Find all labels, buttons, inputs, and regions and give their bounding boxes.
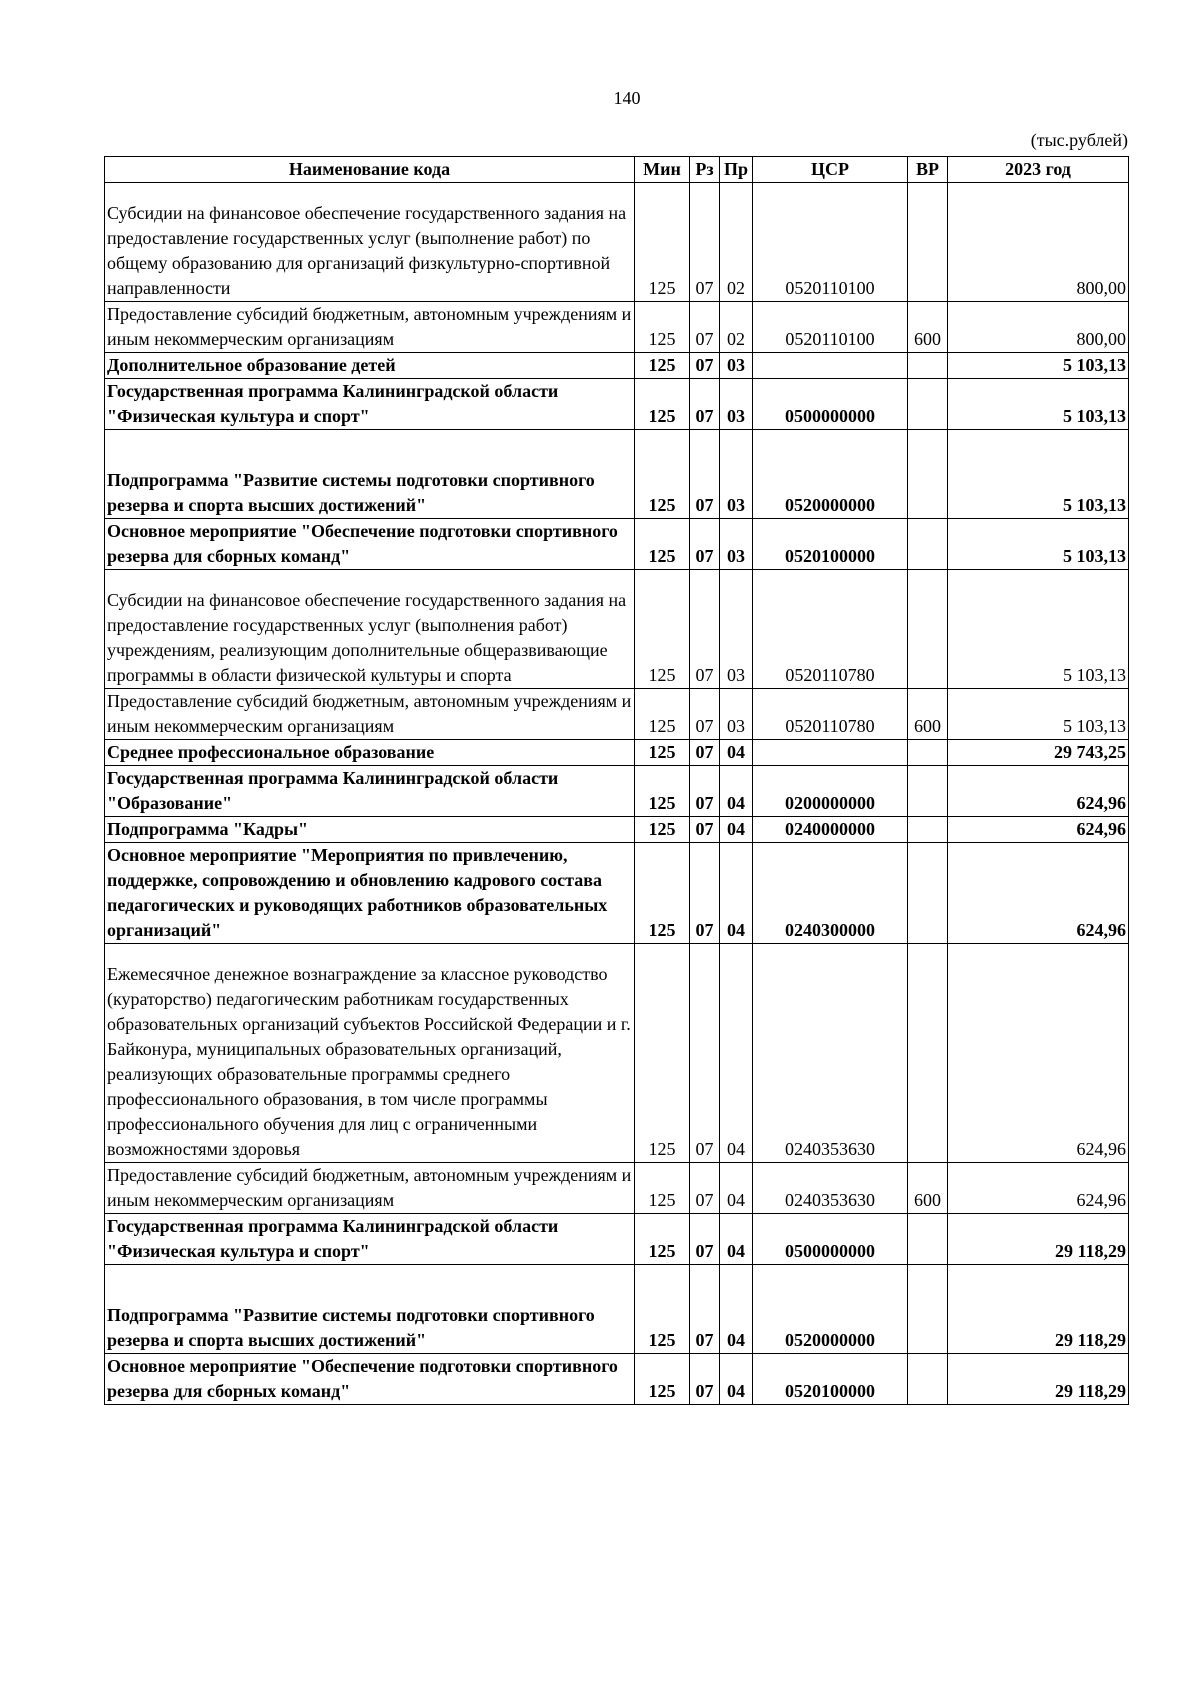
row-vr xyxy=(908,766,948,817)
row-name: Подпрограмма "Кадры" xyxy=(105,817,635,843)
header-rz: Рз xyxy=(690,157,720,183)
row-vr xyxy=(908,183,948,302)
row-min: 125 xyxy=(635,379,690,430)
row-amount: 624,96 xyxy=(948,766,1129,817)
table-row xyxy=(105,430,1129,519)
row-pr: 04 xyxy=(720,766,753,817)
row-min: 125 xyxy=(635,430,690,519)
row-min: 125 xyxy=(635,519,690,570)
row-amount: 5 103,13 xyxy=(948,570,1129,689)
row-pr: 04 xyxy=(720,817,753,843)
row-vr xyxy=(908,1214,948,1265)
row-rz: 07 xyxy=(690,689,720,740)
table-row xyxy=(105,944,1129,1163)
row-vr xyxy=(908,519,948,570)
row-min: 125 xyxy=(635,1214,690,1265)
header-row xyxy=(105,157,1129,183)
row-name: Предоставление субсидий бюджетным, автономным учреждениям и иным некоммерческим организациям xyxy=(105,302,635,353)
table-body xyxy=(105,183,1129,1405)
row-min: 125 xyxy=(635,817,690,843)
row-amount: 624,96 xyxy=(948,944,1129,1163)
row-rz: 07 xyxy=(690,740,720,766)
row-pr: 03 xyxy=(720,379,753,430)
row-pr: 02 xyxy=(720,302,753,353)
table-row xyxy=(105,379,1129,430)
row-name: Подпрограмма "Развитие системы подготовки спортивного резерва и спорта высших достижений" xyxy=(105,430,635,519)
row-min: 125 xyxy=(635,843,690,944)
row-pr: 03 xyxy=(720,570,753,689)
row-pr: 04 xyxy=(720,1354,753,1405)
row-csr: 0200000000 xyxy=(753,766,908,817)
row-amount: 800,00 xyxy=(948,183,1129,302)
row-vr: 600 xyxy=(908,689,948,740)
row-name: Основное мероприятие "Обеспечение подготовки спортивного резерва для сборных команд" xyxy=(105,519,635,570)
row-pr: 03 xyxy=(720,353,753,379)
row-min: 125 xyxy=(635,1265,690,1354)
table-row xyxy=(105,1354,1129,1405)
row-amount: 5 103,13 xyxy=(948,430,1129,519)
row-pr: 04 xyxy=(720,1265,753,1354)
row-rz: 07 xyxy=(690,430,720,519)
row-min: 125 xyxy=(635,1163,690,1214)
table-row xyxy=(105,519,1129,570)
row-pr: 04 xyxy=(720,944,753,1163)
row-rz: 07 xyxy=(690,379,720,430)
row-name: Государственная программа Калининградской области "Физическая культура и спорт" xyxy=(105,1214,635,1265)
header-vr: ВР xyxy=(908,157,948,183)
row-rz: 07 xyxy=(690,570,720,689)
row-vr xyxy=(908,430,948,519)
row-vr xyxy=(908,1354,948,1405)
row-csr: 0240000000 xyxy=(753,817,908,843)
budget-table xyxy=(104,156,1129,1405)
row-vr xyxy=(908,353,948,379)
table-row xyxy=(105,302,1129,353)
row-name: Субсидии на финансовое обеспечение государственного задания на предоставление государственных услуг (выполнения работ) учреждениям, реализующим дополнительные общеразвивающие программы в области физической культуры и спорта xyxy=(105,570,635,689)
row-amount: 5 103,13 xyxy=(948,379,1129,430)
row-vr: 600 xyxy=(908,302,948,353)
row-vr xyxy=(908,740,948,766)
row-min: 125 xyxy=(635,740,690,766)
row-name: Субсидии на финансовое обеспечение государственного задания на предоставление государственных услуг (выполнение работ) по общему образованию для организаций физкультурно-спортивной направленности xyxy=(105,183,635,302)
row-vr xyxy=(908,379,948,430)
table-row xyxy=(105,740,1129,766)
row-name: Среднее профессиональное образование xyxy=(105,740,635,766)
row-csr: 0240353630 xyxy=(753,944,908,1163)
row-min: 125 xyxy=(635,1354,690,1405)
row-amount: 29 118,29 xyxy=(948,1214,1129,1265)
row-amount: 624,96 xyxy=(948,817,1129,843)
row-amount: 5 103,13 xyxy=(948,353,1129,379)
header-csr: ЦСР xyxy=(753,157,908,183)
row-csr: 0520000000 xyxy=(753,430,908,519)
row-rz: 07 xyxy=(690,766,720,817)
table-row xyxy=(105,353,1129,379)
row-rz: 07 xyxy=(690,843,720,944)
row-pr: 03 xyxy=(720,430,753,519)
row-amount: 624,96 xyxy=(948,1163,1129,1214)
row-csr: 0520110780 xyxy=(753,689,908,740)
row-rz: 07 xyxy=(690,1354,720,1405)
row-vr xyxy=(908,843,948,944)
row-rz: 07 xyxy=(690,1265,720,1354)
row-min: 125 xyxy=(635,689,690,740)
table-row xyxy=(105,843,1129,944)
table-row xyxy=(105,766,1129,817)
table-row xyxy=(105,1265,1129,1354)
row-rz: 07 xyxy=(690,1214,720,1265)
row-csr: 0500000000 xyxy=(753,379,908,430)
row-name: Подпрограмма "Развитие системы подготовки спортивного резерва и спорта высших достижений" xyxy=(105,1265,635,1354)
table-row xyxy=(105,570,1129,689)
row-vr xyxy=(908,817,948,843)
row-vr: 600 xyxy=(908,1163,948,1214)
row-csr: 0520100000 xyxy=(753,1354,908,1405)
row-csr: 0520000000 xyxy=(753,1265,908,1354)
row-min: 125 xyxy=(635,353,690,379)
header-name: Наименование кода xyxy=(105,157,635,183)
row-csr xyxy=(753,740,908,766)
row-csr: 0520110100 xyxy=(753,302,908,353)
table-row xyxy=(105,689,1129,740)
row-csr: 0240300000 xyxy=(753,843,908,944)
row-csr: 0520110780 xyxy=(753,570,908,689)
row-name: Ежемесячное денежное вознаграждение за классное руководство (кураторство) педагогическим работникам государственных образовательных организаций субъектов Российской Федерации и г. Байконура, муниципальных образовательных организаций, реализующих образовательные программы среднего профессионального образования, в том числе программы профессионального обучения для лиц с ограниченными возможностями здоровья xyxy=(105,944,635,1163)
page-number: 140 xyxy=(613,88,641,108)
row-name: Основное мероприятие "Мероприятия по привлечению, поддержке, сопровождению и обновлению кадрового состава педагогических и руководящих работников образовательных организаций" xyxy=(105,843,635,944)
header-year: 2023 год xyxy=(948,157,1129,183)
header-pr: Пр xyxy=(720,157,753,183)
row-amount: 624,96 xyxy=(948,843,1129,944)
row-amount: 29 118,29 xyxy=(948,1354,1129,1405)
row-amount: 5 103,13 xyxy=(948,519,1129,570)
row-rz: 07 xyxy=(690,353,720,379)
row-pr: 04 xyxy=(720,740,753,766)
row-name: Государственная программа Калининградской области "Образование" xyxy=(105,766,635,817)
row-name: Государственная программа Калининградской области "Физическая культура и спорт" xyxy=(105,379,635,430)
row-vr xyxy=(908,1265,948,1354)
row-csr xyxy=(753,353,908,379)
row-rz: 07 xyxy=(690,302,720,353)
header-min: Мин xyxy=(635,157,690,183)
row-min: 125 xyxy=(635,183,690,302)
row-csr: 0500000000 xyxy=(753,1214,908,1265)
row-min: 125 xyxy=(635,944,690,1163)
row-csr: 0520110100 xyxy=(753,183,908,302)
table-row xyxy=(105,183,1129,302)
row-min: 125 xyxy=(635,766,690,817)
row-rz: 07 xyxy=(690,519,720,570)
row-pr: 04 xyxy=(720,843,753,944)
row-amount: 29 743,25 xyxy=(948,740,1129,766)
row-amount: 800,00 xyxy=(948,302,1129,353)
row-pr: 03 xyxy=(720,519,753,570)
row-vr xyxy=(908,944,948,1163)
row-name: Основное мероприятие "Обеспечение подготовки спортивного резерва для сборных команд" xyxy=(105,1354,635,1405)
row-amount: 29 118,29 xyxy=(948,1265,1129,1354)
row-pr: 03 xyxy=(720,689,753,740)
units-label: (тыс.рублей) xyxy=(1030,130,1128,150)
row-rz: 07 xyxy=(690,183,720,302)
row-pr: 04 xyxy=(720,1214,753,1265)
row-min: 125 xyxy=(635,570,690,689)
row-csr: 0520100000 xyxy=(753,519,908,570)
row-amount: 5 103,13 xyxy=(948,689,1129,740)
table-row xyxy=(105,1163,1129,1214)
row-vr xyxy=(908,570,948,689)
row-pr: 02 xyxy=(720,183,753,302)
row-rz: 07 xyxy=(690,944,720,1163)
row-name: Дополнительное образование детей xyxy=(105,353,635,379)
table-row xyxy=(105,1214,1129,1265)
row-name: Предоставление субсидий бюджетным, автономным учреждениям и иным некоммерческим организациям xyxy=(105,689,635,740)
row-rz: 07 xyxy=(690,817,720,843)
table-row xyxy=(105,817,1129,843)
row-min: 125 xyxy=(635,302,690,353)
row-pr: 04 xyxy=(720,1163,753,1214)
row-rz: 07 xyxy=(690,1163,720,1214)
row-csr: 0240353630 xyxy=(753,1163,908,1214)
row-name: Предоставление субсидий бюджетным, автономным учреждениям и иным некоммерческим организациям xyxy=(105,1163,635,1214)
